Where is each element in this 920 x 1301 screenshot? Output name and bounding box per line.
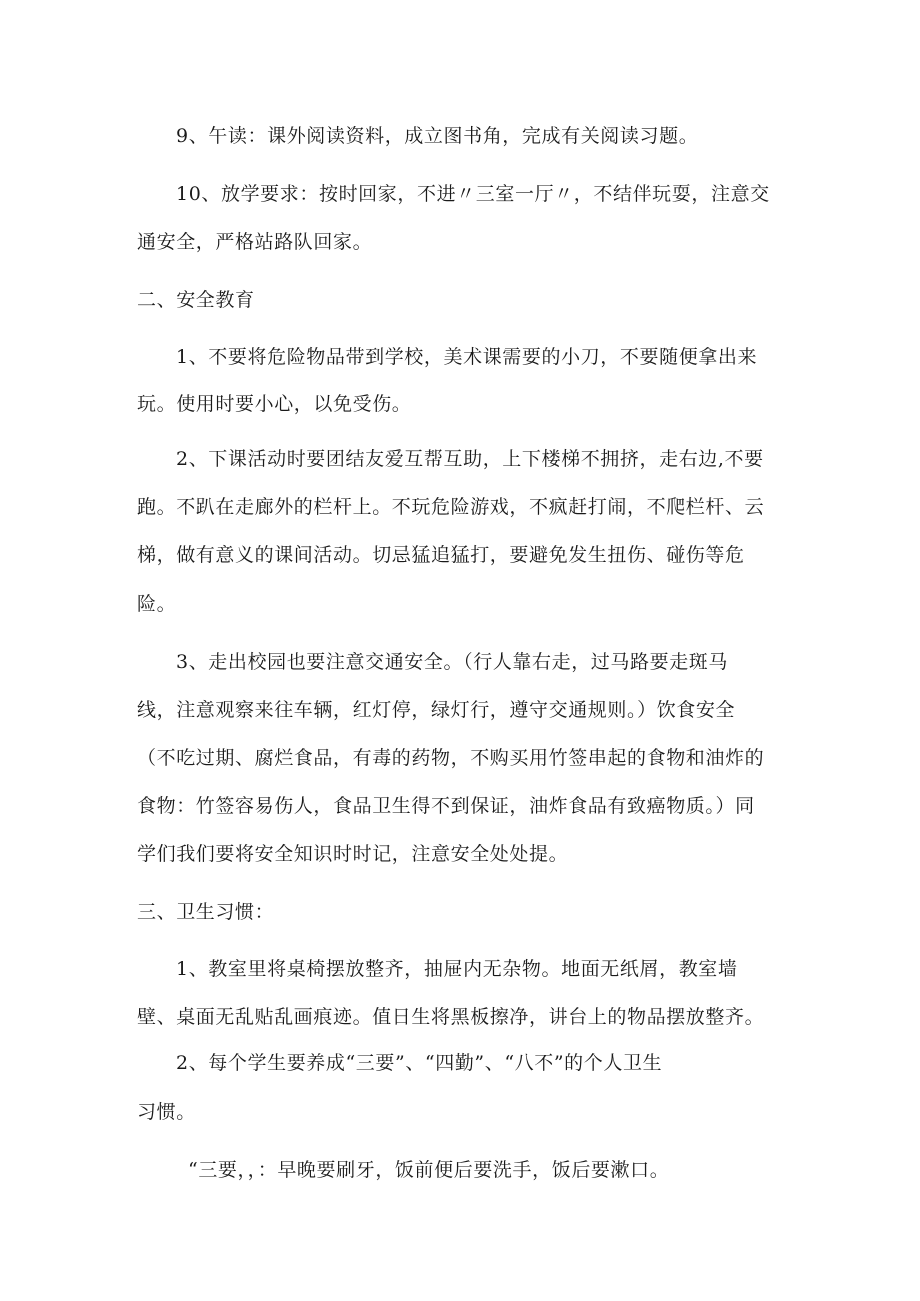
safety-item-3-line-4: 食物：竹签容易伤人，食品卫生得不到保证，油炸食品有致癌物质。）同 (137, 795, 755, 817)
hygiene-item-2-line-1: 2、每个学生要养成“三要”、“四勤”、“八不”的个人卫生 (176, 1052, 663, 1074)
hygiene-item-1-line-1: 1、教室里将桌椅摆放整齐，抽屉内无杂物。地面无纸屑，教室墙 (176, 958, 738, 980)
safety-item-2-line-1: 2、下课活动时要团结友爱互帮互助，上下楼梯不拥挤，走右边,不要 (176, 448, 764, 470)
safety-item-3-line-5: 学们我们要将安全知识时时记，注意安全处处提。 (137, 843, 569, 865)
safety-item-3-line-1: 3、走出校园也要注意交通安全。（行人靠右走，过马路要走斑马 (176, 651, 728, 673)
three-musts-line: “三要，，：早晚要刷牙，饭前便后要洗手，饭后要漱口。 (188, 1159, 670, 1181)
item-9-noon-reading: 9、午读：课外阅读资料，成立图书角，完成有关阅读习题。 (176, 125, 699, 147)
safety-item-3-line-3: （不吃过期、腐烂食品，有毒的药物，不购买用竹签串起的食物和油炸的 (137, 747, 765, 769)
hygiene-item-1-line-2: 壁、桌面无乱贴乱画痕迹。值日生将黑板擦净，讲台上的物品摆放整齐。 (137, 1006, 765, 1028)
safety-item-2-line-3: 梯，做有意义的课间活动。切忌猛追猛打，要避免发生扭伤、碰伤等危 (137, 544, 745, 566)
safety-item-3-line-2: 线，注意观察来往车辆，红灯停，绿灯行，遵守交通规则。）饮食安全 (137, 699, 736, 721)
item-10-dismissal-line-2: 通安全，严格站路队回家。 (137, 231, 373, 253)
section-heading-hygiene: 三、卫生习惯： (137, 901, 275, 923)
safety-item-1-line-1: 1、不要将危险物品带到学校，美术课需要的小刀，不要随便拿出来 (176, 346, 758, 368)
hygiene-item-2-line-2: 习惯。 (137, 1101, 196, 1123)
safety-item-2-line-4: 险。 (137, 593, 177, 615)
item-10-dismissal-line-1: 10、放学要求：按时回家，不进〃三室一厅〃，不结伴玩耍，注意交 (176, 183, 770, 205)
safety-item-1-line-2: 玩。使用时要小心，以免受伤。 (137, 393, 412, 415)
section-heading-safety: 二、安全教育 (137, 289, 255, 311)
safety-item-2-line-2: 跑。不趴在走廊外的栏杆上。不玩危险游戏，不疯赶打闹，不爬栏杆、云 (137, 496, 765, 518)
